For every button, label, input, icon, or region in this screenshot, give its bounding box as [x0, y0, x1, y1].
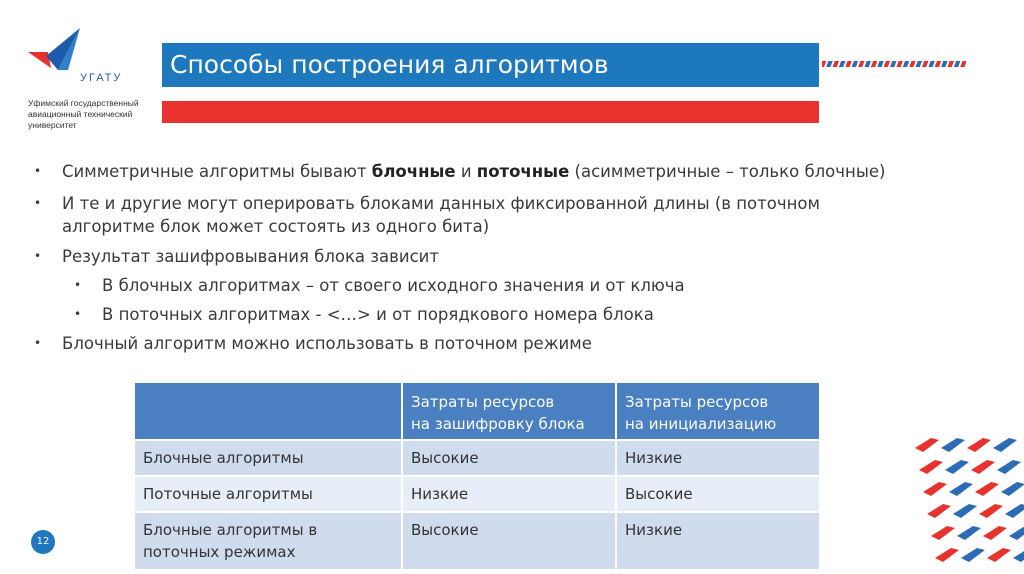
- red-accent-bar: [162, 101, 819, 123]
- table-cell: Блочные алгоритмы в поточных режимах: [134, 512, 402, 570]
- flag-shape: [979, 504, 1003, 518]
- table-cell: Низкие: [616, 440, 820, 476]
- bullet-dot-icon: •: [34, 336, 42, 350]
- flag-shape: [953, 504, 977, 518]
- flag-shape: [1005, 504, 1024, 518]
- sub-bullet-text: В блочных алгоритмах – от своего исходного значения и от ключа: [102, 276, 685, 295]
- table-header-cell: Затраты ресурсов на инициализацию: [616, 382, 820, 440]
- decorative-flags-icon: [905, 432, 1024, 574]
- table-row: [134, 440, 820, 476]
- flag-shape: [971, 460, 995, 474]
- flag-shape: [915, 438, 939, 452]
- flag-shape: [993, 438, 1017, 452]
- table-cell: Высокие: [402, 440, 616, 476]
- flag-shape: [935, 548, 959, 562]
- bullet-text: Результат зашифровывания блока зависит: [62, 247, 440, 266]
- table-cell: Низкие: [402, 476, 616, 512]
- ugatu-emblem-icon: [28, 26, 88, 76]
- slide-title: Способы построения алгоритмов: [162, 43, 819, 87]
- flag-shape: [941, 438, 965, 452]
- flag-shape: [931, 526, 955, 540]
- flag-shape: [945, 460, 969, 474]
- table-header-cell: [134, 382, 402, 440]
- flag-shape: [927, 504, 951, 518]
- flag-shape: [1001, 482, 1024, 496]
- university-logo: [28, 26, 158, 130]
- table-header-cell: Затраты ресурсов на зашифровку блока: [402, 382, 616, 440]
- bullet-dot-icon: •: [74, 307, 82, 321]
- flag-shape: [983, 526, 1007, 540]
- university-name: Уфимский государственный авиационный технический университет: [28, 98, 139, 130]
- flag-shape: [967, 438, 991, 452]
- bullet-dot-icon: •: [34, 196, 42, 210]
- flag-shape: [1013, 548, 1024, 562]
- bullet-dot-icon: •: [74, 278, 82, 292]
- table-row: [134, 512, 820, 570]
- striped-divider: [822, 61, 966, 67]
- bullet-text: Симметричные алгоритмы бывают блочные и поточные (асимметричные – только блочные): [62, 162, 886, 181]
- flag-shape: [1009, 526, 1024, 540]
- table-cell: Высокие: [402, 512, 616, 570]
- bullet-text: И те и другие могут оперировать блоками данных фиксированной длины (в поточном алгоритме блок может состоять из одного бита): [62, 194, 820, 236]
- logo-abbreviation: УГАТУ: [80, 72, 123, 84]
- table-cell: Блочные алгоритмы: [134, 440, 402, 476]
- flag-shape: [987, 548, 1011, 562]
- flag-shape: [923, 482, 947, 496]
- flag-shape: [949, 482, 973, 496]
- bullet-text: Блочный алгоритм можно использовать в поточном режиме: [62, 334, 592, 353]
- table-header-row: [134, 382, 820, 440]
- table-cell: Высокие: [616, 476, 820, 512]
- sub-bullet-text: В поточных алгоритмах - <…> и от порядкового номера блока: [102, 305, 654, 324]
- page-number: 12: [31, 530, 55, 554]
- flag-shape: [957, 526, 981, 540]
- flag-shape: [997, 460, 1021, 474]
- bullet-dot-icon: •: [34, 164, 42, 178]
- bullet-dot-icon: •: [34, 249, 42, 263]
- flag-shape: [961, 548, 985, 562]
- flag-shape: [975, 482, 999, 496]
- table-row: [134, 476, 820, 512]
- table-cell: Низкие: [616, 512, 820, 570]
- table-cell: Поточные алгоритмы: [134, 476, 402, 512]
- flag-shape: [919, 460, 943, 474]
- resource-cost-table: [133, 381, 821, 571]
